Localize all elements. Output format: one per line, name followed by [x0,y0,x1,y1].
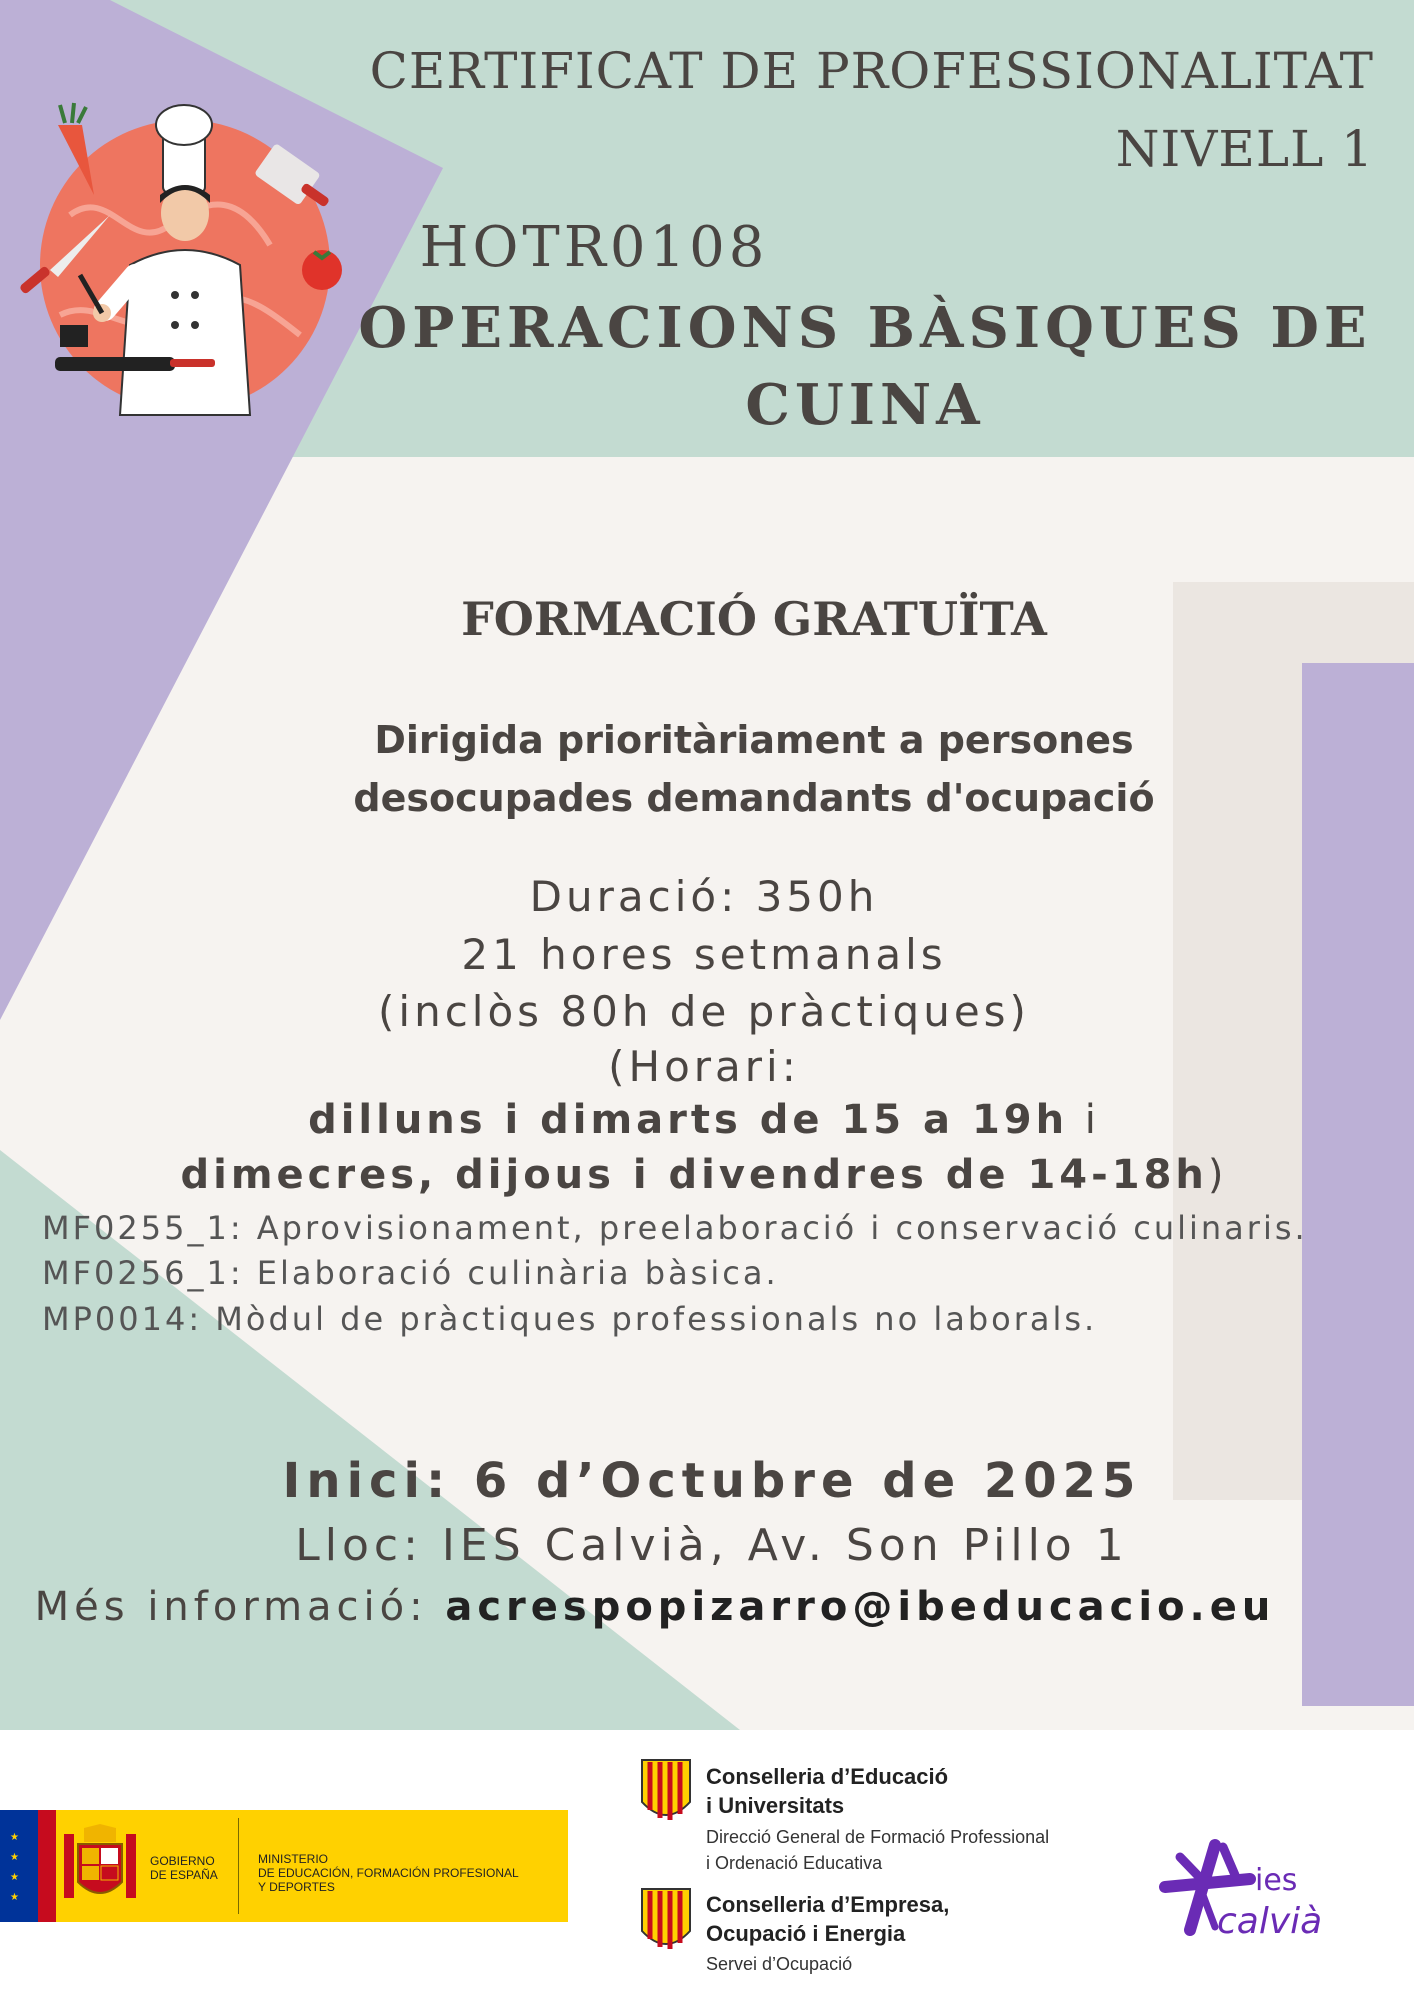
balearic-shield-icon [640,1887,692,1957]
ministry-line-2: DE EDUCACIÓN, FORMACIÓN PROFESIONAL [258,1866,519,1880]
spain-government-logo [0,1810,568,1922]
direccio-general-line-2: i Ordenació Educativa [706,1853,883,1873]
schedule-label: (Horari: [608,1042,800,1091]
more-info-label: Més informació: [34,1584,446,1630]
location-text: Lloc: IES Calvià, Av. Son Pillo 1 [295,1520,1129,1571]
course-title-line2: CUINA [745,372,985,438]
level-heading: NIVELL 1 [1115,120,1374,178]
duration-text: Duració: 350h [529,872,879,921]
ministry-line-1: MINISTERIO [258,1852,329,1866]
module-item: MP0014: Mòdul de pràctiques professionals no laborals. [42,1300,1098,1338]
target-line-2: desocupades demandants d'ocupació [353,776,1155,820]
start-date: Inici: 6 d’Octubre de 2025 [282,1453,1142,1509]
weekly-hours-text: 21 hores setmanals [461,930,947,979]
schedule-close: ) [1207,1152,1228,1198]
schedule-line-1 [0,1097,1408,1143]
free-training-heading: FORMACIÓ GRATUÏTA [461,592,1047,646]
schedule-days-1: dilluns i dimarts de 15 a 19h [308,1097,1069,1143]
svg-text:ies: ies [1255,1863,1298,1898]
direccio-general-line-1: Direcció General de Formació Professional [706,1827,1050,1847]
internship-text: (inclòs 80h de pràctiques) [378,987,1030,1036]
conselleria-employment-line-2: Ocupació i Energia [706,1921,906,1946]
ministry-line-3: Y DEPORTES [258,1880,335,1894]
balearic-shield-icon [640,1758,692,1828]
conselleria-employment-line-1: Conselleria d’Empresa, [706,1892,950,1917]
contact-email-link[interactable]: acrespopizarro@ibeducacio.eu [445,1584,1276,1630]
spain-coat-of-arms-icon [60,1824,140,1908]
gov-line-2: DE ESPAÑA [150,1868,218,1882]
eu-flag-strip [0,1810,38,1922]
svg-text:calvià: calvià [1217,1901,1323,1942]
eu-stars-icon: ★ ★ ★ ★ [10,1832,19,1903]
schedule-connector: i [1068,1097,1100,1143]
schedule-days-2: dimecres, dijous i divendres de 14-18h [180,1152,1208,1198]
certificate-heading: CERTIFICAT DE PROFESSIONALITAT [369,42,1374,100]
course-title-line1: OPERACIONS BÀSIQUES DE [358,295,1372,361]
course-code: HOTR0108 [419,215,769,280]
schedule-line-2 [0,1152,1408,1198]
module-item: MF0256_1: Elaboració culinària bàsica. [42,1254,779,1292]
target-line-1: Dirigida prioritàriament a persones [374,718,1134,762]
servei-ocupacio: Servei d’Ocupació [706,1954,853,1974]
ies-calvia-logo [1155,1835,1325,1945]
module-item: MF0255_1: Aprovisionament, preelaboració i conservació culinaris. [42,1209,1308,1247]
gov-line-1: GOBIERNO [150,1854,215,1868]
conselleria-education-line-2: i Universitats [706,1793,845,1818]
more-info-line [0,1584,1310,1630]
conselleria-education-line-1: Conselleria d’Educació [706,1764,949,1789]
